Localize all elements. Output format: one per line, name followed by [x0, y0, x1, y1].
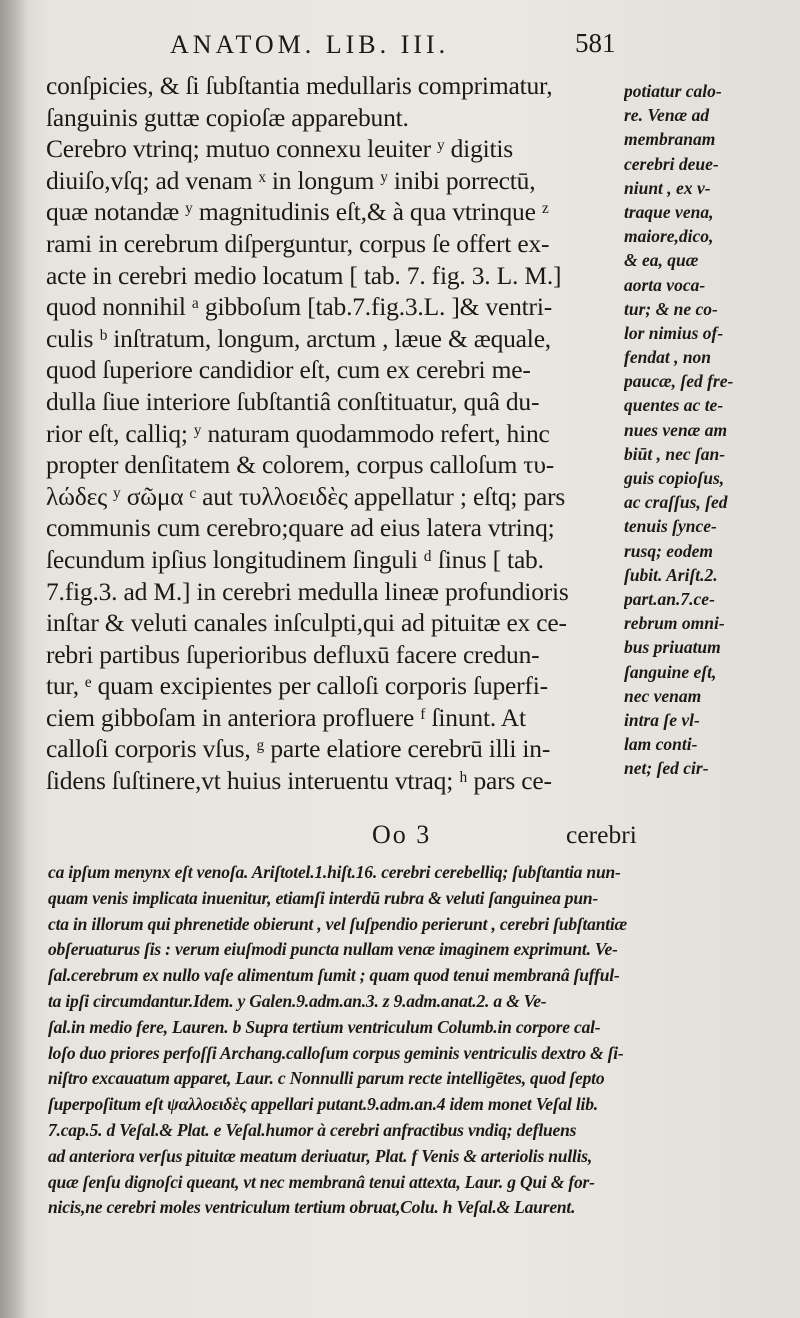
footnote-line: ca ipſum menynx eſt venoſa. Ariſtotel.1.hiſt.16. cerebri cerebelliq; ſubſtantia nun- [48, 862, 621, 882]
main-text-line: inſtar & veluti canales inſculpti,qui ad pituitæ ex ce- [46, 608, 567, 638]
footnote-line: loſo duo priores perfoſſi Archang.calloſum corpus geminis ventriculis dextro & ſi- [48, 1042, 624, 1063]
marginal-note-line: rusq; eodem [624, 540, 713, 561]
footnote-line: ſal.cerebrum ex nullo vaſe alimentum ſumit ; quam quod tenui membranâ ſufful- [48, 965, 620, 986]
main-text-line: λώδες ʸ σῶμα ᶜ aut τυλλοειδὲς appellatur ; eſtq; pars [46, 481, 566, 511]
running-head: ANATOM. LIB. III. [170, 30, 450, 59]
main-text-line: ſecundum ipſius longitudinem ſinguli ᵈ ſinus [ tab. [46, 544, 544, 574]
marginal-note-line: ac craſſus, ſed [624, 492, 728, 513]
marginal-note-line: ſubit. Ariſt.2. [624, 564, 718, 585]
main-text-line: quod ſuperiore candidior eſt, cum ex cerebri me- [46, 355, 531, 385]
marginal-note-line: part.an.7.ce- [624, 588, 715, 609]
main-text-line: ſidens ſuſtinere,vt huius interuentu vtraq; ʰ pars ce- [46, 766, 552, 796]
marginal-note-line: potiatur calo- [624, 81, 722, 101]
footnote-line: nicis,ne cerebri moles ventriculum tertium obruat,Colu. h Veſal.& Laurent. [48, 1197, 576, 1218]
main-text-line: calloſi corporis vſus, ᵍ parte elatiore cerebrū illi in- [46, 734, 551, 764]
marginal-note-line: nec venam [624, 685, 702, 706]
marginal-note-line: tenuis ſynce- [624, 516, 717, 537]
main-text-line: acte in cerebri medio locatum [ tab. 7. fig. 3. L. M.] [46, 260, 562, 290]
main-text-line: communis cum cerebro;quare ad eius latera vtrinq; [46, 513, 555, 543]
footnote-line: ſal.in medio fere, Lauren. b Supra tertium ventriculum Columb.in corpore cal- [48, 1016, 601, 1037]
marginal-note-line: maiore,dico, [624, 226, 714, 247]
main-text-line: ſanguinis guttæ copioſæ apparebunt. [46, 102, 409, 132]
marginal-note-line: tur; & ne co- [624, 298, 718, 319]
footnote-line: ta ipſi circumdantur.Idem. y Galen.9.adm.an.3. z 9.adm.anat.2. a & Ve- [48, 990, 547, 1011]
footnote-line: ſuperpoſitum eſt ψαλλοειδὲς appellari putant.9.adm.an.4 idem monet Veſal lib. [48, 1094, 598, 1115]
signature-mark: Oo 3 [372, 820, 432, 849]
catchword: cerebri [566, 820, 637, 849]
gutter-shadow [0, 0, 28, 1318]
marginal-note-line: traque vena, [624, 201, 714, 222]
marginal-note-line: ſanguine eſt, [624, 661, 717, 682]
marginal-note-line: cerebri deue- [624, 153, 719, 174]
marginal-note-line: biūt , nec ſan- [624, 443, 726, 464]
main-text-line: dulla ſiue interiore ſubſtantiâ conſtituatur, quâ du- [46, 386, 540, 416]
marginal-note-line: & ea, quæ [624, 250, 699, 271]
marginal-note-line: bus priuatum [624, 637, 721, 658]
marginal-note-line: membranam [624, 129, 716, 150]
marginal-note-line: re. Venæ ad [624, 105, 710, 126]
main-text-line: Cerebro vtrinq; mutuo connexu leuiter ʸ digitis [46, 134, 513, 164]
marginal-note-line: aorta voca- [624, 274, 706, 295]
main-text-line: diuiſo,vſq; ad venam ˣ in longum ʸ inibi porrectū, [46, 165, 536, 195]
footnotes-block [48, 860, 764, 1221]
marginal-note-line: fendat , non [624, 347, 712, 368]
main-text-line: rami in cerebrum diſperguntur, corpus ſe offert ex- [46, 228, 550, 258]
main-text-column [46, 70, 618, 797]
footnote-line: niſtro excauatum apparet, Laur. c Nonnulli parum recte intelligētes, quod ſepto [48, 1068, 605, 1089]
footnote-line: obſeruaturus ſis : verum eiuſmodi puncta nullam venæ imaginem exprimunt. Ve- [48, 939, 618, 960]
main-text-line: tur, ᵉ quam excipientes per calloſi corporis ſuperfi- [46, 671, 548, 701]
main-text-line: quod nonnihil ᵃ gibboſum [tab.7.fig.3.L. ]& ventri- [46, 292, 553, 322]
footnote-line: quæ ſenſu dignoſci queant, vt nec membranâ tenui attexta, Laur. g Qui & for- [48, 1171, 595, 1192]
main-text-line: conſpicies, & ſi ſubſtantia medullaris comprimatur, [46, 71, 553, 100]
main-text-line: 7.fig.3. ad M.] in cerebri medulla lineæ profundioris [46, 576, 569, 606]
marginal-note-line: niunt , ex v- [624, 177, 711, 198]
footnote-line: cta in illorum qui phrenetide obierunt , vel ſuſpendio perierunt , cerebri ſubſtantiæ [48, 913, 627, 934]
marginal-note-line: paucæ, ſed fre- [624, 371, 734, 392]
marginal-note-line: lam conti- [624, 734, 698, 755]
main-text-line: ciem gibboſam in anteriora profluere ᶠ ſinunt. At [46, 702, 526, 732]
marginal-note-line: quentes ac te- [624, 395, 724, 416]
main-text-line: culis ᵇ inſtratum, longum, arctum , læue & æquale, [46, 323, 551, 353]
marginal-note-line: rebrum omni- [624, 613, 725, 634]
marginal-note-line: guis copioſus, [624, 468, 725, 488]
marginal-note-line: intra ſe vl- [624, 709, 700, 730]
marginal-notes-column [624, 79, 794, 780]
footnote-line: ad anteriora verſus pituitæ meatum deriuatur, Plat. f Venis & arteriolis nullis, [48, 1145, 593, 1166]
marginal-note-line: nues venæ am [624, 419, 728, 440]
footnote-line: 7.cap.5. d Veſal.& Plat. e Veſal.humor à cerebri anfractibus vndiq; defluens [48, 1119, 577, 1140]
marginal-note-line: lor nimius of- [624, 322, 724, 343]
marginal-note-line: net; ſed cir- [624, 758, 709, 779]
main-text-line: rior eſt, calliq; ʸ naturam quodammodo refert, hinc [46, 418, 550, 448]
main-text-line: quæ notandæ ʸ magnitudinis eſt,& à qua vtrinque ᶻ [46, 197, 549, 227]
footnote-line: quam venis implicata inuenitur, etiamſi interdū rubra & veluti ſanguinea pun- [48, 887, 599, 908]
main-text-line: rebri partibus ſuperioribus defluxū facere credun- [46, 639, 540, 669]
main-text-line: propter denſitatem & colorem, corpus calloſum τυ- [46, 450, 555, 480]
page-number: 581 [575, 28, 616, 58]
